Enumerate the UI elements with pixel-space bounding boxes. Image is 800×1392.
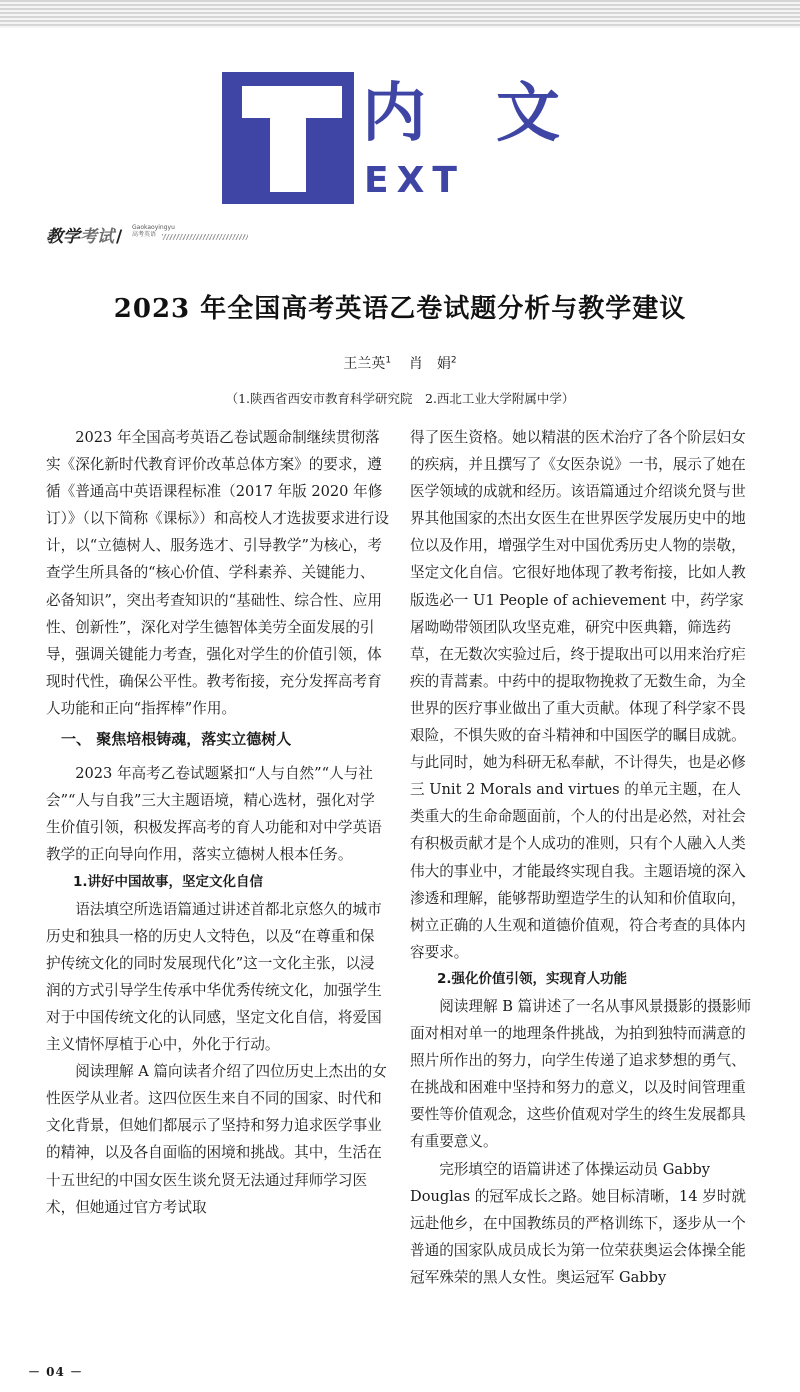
author-2-sup: 2 [450, 355, 457, 366]
right-column [410, 424, 753, 1291]
paragraph: 得了医生资格。她以精湛的医术治疗了各个阶层妇女的疾病，并且撰写了《女医杂说》一书，展示了她在医学领域的成就和经历。该语篇通过介绍谈允贤与世界其他国家的杰出女医生在世界医学发展历史中的地位以及作用，增强学生对中国优秀历史人物的崇敬，坚定文化自信。它很好地体现了教考衔接，比如人教版选必一 U1 People of achievement 中，药学家屠呦呦带领团队攻坚克难，研究中医典籍，筛选药草，在无数次实验过后，终于提取出可以用来治疗疟疾的青蒿素。中药中的提取物挽救了无数生命，为全世界的医疗事业做出了重大贡献。体现了科学家不畏艰险，不惧失败的奋斗精神和中国医学的瞩目成就。与此同时，她为科研无私奉献，不计得失，也是必修三 Unit 2 Morals and virtues 的单元主题，在人类重大的生命命题面前，个人的付出是必然，对社会有积极贡献才是个人成功的准则，只有个人融入人类伟大的事业中，才能最终实现自我。主题语境的深入渗透和理解，能够帮助塑造学生的认知和价值取向，树立正确的人生观和道德价值观，符合考查的具体内容要求。 [410, 429, 746, 961]
paragraph: 2023 年高考乙卷试题紧扣“人与自然”“人与社会”“人与自我”三大主题语境，精心选材，强化对学生价值引领，积极发挥高考的育人功能和对中学英语教学的正向导向作用，落实立德树人根本任务。 [46, 765, 382, 864]
subsection-heading: 2.强化价值引领，实现育人功能 [437, 970, 628, 987]
section-heading: 一、 聚焦培根铸魂，落实立德树人 [61, 730, 292, 749]
paragraph: 阅读理解 A 篇向读者介绍了四位历史上杰出的女性医学从业者。这四位医生来自不同的国家、时代和文化背景，但她们都展示了坚持和努力追求医学事业的精神，以及各自面临的困境和挑战。其中，生活在十五世纪的中国女医生谈允贤无法通过拜师学习医术，但她通过官方考试取 [46, 1063, 387, 1216]
paragraph: 2023 年全国高考英语乙卷试题命制继续贯彻落实《深化新时代教育评价改革总体方案》的要求，遵循《普通高中英语课程标准（2017 年版 2020 年修订）》（以下简称《课标》）和高校人才选拔要求进行设计，以“立德树人、服务选才、引导教学”为核心，考查学生所具备的“核心价值、学科素养、关键能力、必备知识”，突出考查知识的“基础性、综合性、应用性、创新性”，深化对学生德智体美劳全面发展的引导，强调关键能力考查，强化对学生的价值引领，体现时代性，确保公平性。教考衔接，充分发挥高考育人功能和正向“指挥棒”作用。 [46, 429, 389, 717]
top-stripe-bar [0, 0, 800, 28]
section-logo-en: EXT [364, 160, 465, 201]
column-label-slash: / [116, 227, 123, 247]
column-label-b: 考试 [80, 227, 114, 247]
column-sub-cn: 高考英语 [132, 231, 157, 238]
section-logo-t-icon [222, 72, 354, 204]
paragraph: 语法填空所选语篇通过讲述首都北京悠久的城市历史和独具一格的历史人文特色，以及“在尊重和保护传统文化的同时发展现代化”这一文化主张，以浸润的方式引导学生传承中华优秀传统文化，加强学生对于中国传统文化的认同感，坚定文化自信，将爱国主义情怀厚植于心中，外化于行动。 [46, 900, 382, 1054]
paragraph: 阅读理解 B 篇讲述了一名从事风景摄影的摄影师面对相对单一的地理条件挑战，为拍到独特而满意的照片所作出的努力，向学生传递了追求梦想的勇气、在挑战和困难中坚持和努力的意义，以及时间管理重要性等价值观念，这些价值观对学生的终生发展都具有重要意义。 [410, 997, 752, 1151]
section-logo-cn: 内文 [362, 77, 630, 151]
paragraph: 完形填空的语篇讲述了体操运动员 Gabby Douglas 的冠军成长之路。她目标清晰，14 岁时就远赴他乡，在中国教练员的严格训练下，逐步从一个普通的国家队成员成长为第一位荣获奥运会体操全能冠军殊荣的黑人女性。奥运冠军 Gabby [410, 1160, 747, 1286]
subsection-heading: 1.讲好中国故事，坚定文化自信 [73, 873, 264, 890]
article-title: 2023 年全国高考英语乙卷试题分析与教学建议 [113, 294, 687, 324]
article-affiliation: （1.陕西省西安市教育科学研究院 2.西北工业大学附属中学） [225, 391, 575, 406]
page-number: － 04 － [28, 1365, 84, 1379]
column-label-a: 教学 [46, 227, 80, 247]
left-column [46, 424, 389, 1221]
author-2: 肖 娟 [408, 356, 451, 372]
column-label [46, 222, 122, 247]
column-hatch-decoration [162, 234, 248, 240]
author-1: 王兰英 [343, 356, 386, 372]
column-sub-pinyin: Gaokaoyingyu [132, 224, 175, 231]
article-authors [0, 353, 800, 373]
author-1-sup: 1 [385, 355, 392, 366]
